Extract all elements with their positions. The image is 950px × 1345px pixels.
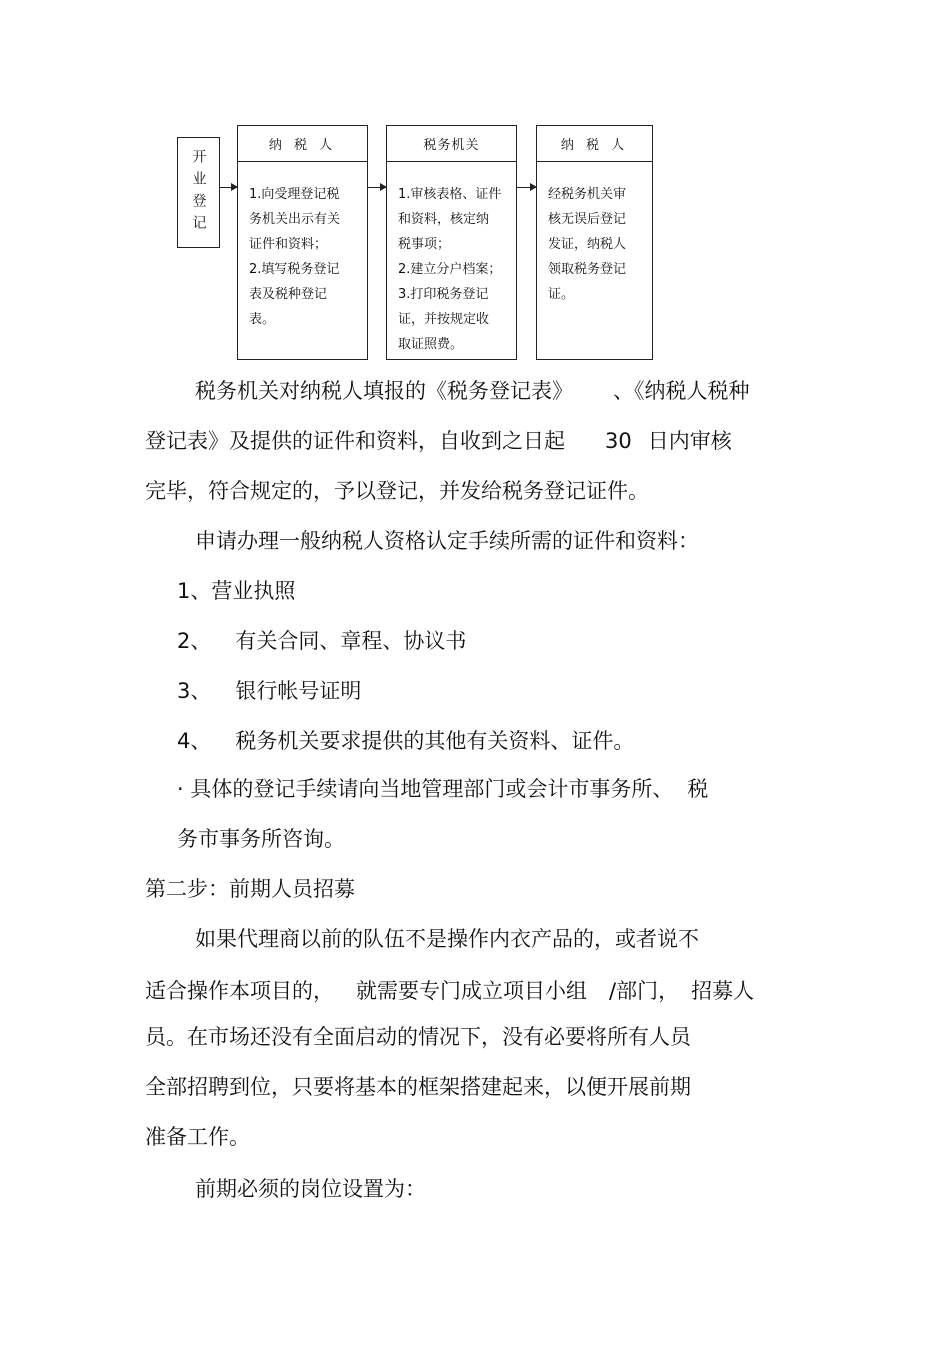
note-line-2: 务市事务所咨询。: [177, 827, 345, 851]
flow-arrow-2: [368, 187, 386, 188]
list-number: 1、: [177, 579, 212, 603]
list-item: [177, 729, 634, 754]
flowchart-stage-taxpayer-2: [536, 125, 653, 360]
text-span: 税务机关对纳税人填报的《税务登记表》: [195, 379, 573, 403]
stage-step: 2.建立分户档案；: [398, 262, 502, 277]
text-span: 招募人: [691, 979, 755, 1003]
text-span: 税: [687, 777, 709, 801]
paragraph-2: 申请办理一般纳税人资格认定手续所需的证件和资料：: [195, 529, 699, 553]
stage-title: 纳 税 人: [537, 126, 652, 162]
stage-step: 和资料，核定纳: [398, 212, 490, 227]
paragraph-1-line-3: 完毕，符合规定的，予以登记，并发给税务登记证件。: [145, 479, 649, 503]
stage-step: 1.向受理登记税: [249, 187, 340, 202]
list-text: 银行帐号证明: [235, 679, 362, 703]
stage-step: 证。: [548, 287, 575, 302]
stage-body: [238, 162, 367, 332]
text-span: 日内审核: [647, 429, 732, 453]
flow-arrow-3: [517, 187, 536, 188]
section-heading: 第二步：前期人员招募: [145, 877, 355, 901]
list-item: [177, 679, 361, 704]
list-text: 有关合同、章程、协议书: [235, 629, 467, 653]
text-span: 就需要专门成立项目小组: [356, 979, 587, 1003]
text-span: · 具体的登记手续请向当地管理部门或会计市事务所、: [177, 777, 674, 801]
flow-arrow-1: [220, 187, 237, 188]
stage-title: 税务机关: [387, 126, 516, 162]
list-number: 4、: [177, 729, 212, 753]
stage-step: 经税务机关审: [548, 187, 627, 202]
stage-step: 表及税种登记: [249, 287, 328, 302]
paragraph-1-line-2: [145, 429, 732, 454]
stage-step: 税事项；: [398, 237, 451, 252]
list-text: 营业执照: [211, 579, 296, 603]
stage-body: [387, 162, 516, 357]
text-span: /部门，: [609, 979, 680, 1003]
stage-step: 务机关出示有关: [249, 212, 341, 227]
paragraph-3-line-1: 如果代理商以前的队伍不是操作内衣产品的，或者说不: [195, 927, 699, 951]
flowchart-start-label: 开业登记: [190, 148, 207, 237]
stage-title: 纳 税 人: [238, 126, 367, 162]
text-span: 登记表》及提供的证件和资料，自收到之日起: [145, 429, 565, 453]
stage-step: 证件和资料；: [249, 237, 328, 252]
list-number: 3、: [177, 679, 212, 703]
text-span: 适合操作本项目的，: [145, 979, 334, 1003]
paragraph-3-line-2: [145, 979, 754, 1004]
stage-step: 表。: [249, 312, 276, 327]
flowchart-stage-tax-authority: [386, 125, 517, 360]
flowchart-start-box: [177, 137, 220, 248]
text-span: 30: [605, 429, 632, 453]
stage-step: 取证照费。: [398, 337, 464, 352]
stage-step: 2.填写税务登记: [249, 262, 340, 277]
stage-step: 1.审核表格、证件: [398, 187, 502, 202]
stage-step: 发证，纳税人: [548, 237, 627, 252]
paragraph-1-line-1: [195, 379, 750, 404]
stage-step: 证，并按规定收: [398, 312, 490, 327]
paragraph-3-line-5: 准备工作。: [145, 1125, 250, 1149]
flowchart-stage-taxpayer-1: [237, 125, 368, 360]
list-number: 2、: [177, 629, 212, 653]
list-text: 税务机关要求提供的其他有关资料、证件。: [235, 729, 635, 753]
list-item: [177, 579, 295, 604]
stage-step: 领取税务登记: [548, 262, 627, 277]
stage-step: 3.打印税务登记: [398, 287, 489, 302]
paragraph-3-line-4: 全部招聘到位，只要将基本的框架搭建起来，以便开展前期: [145, 1075, 691, 1099]
stage-body: [537, 162, 652, 307]
text-span: 、《纳税人税种: [613, 379, 750, 403]
note-line-1: [177, 777, 708, 802]
stage-step: 核无误后登记: [548, 212, 627, 227]
list-item: [177, 629, 466, 654]
paragraph-4: 前期必须的岗位设置为：: [195, 1177, 426, 1201]
paragraph-3-line-3: 员。在市场还没有全面启动的情况下，没有必要将所有人员: [145, 1025, 691, 1049]
